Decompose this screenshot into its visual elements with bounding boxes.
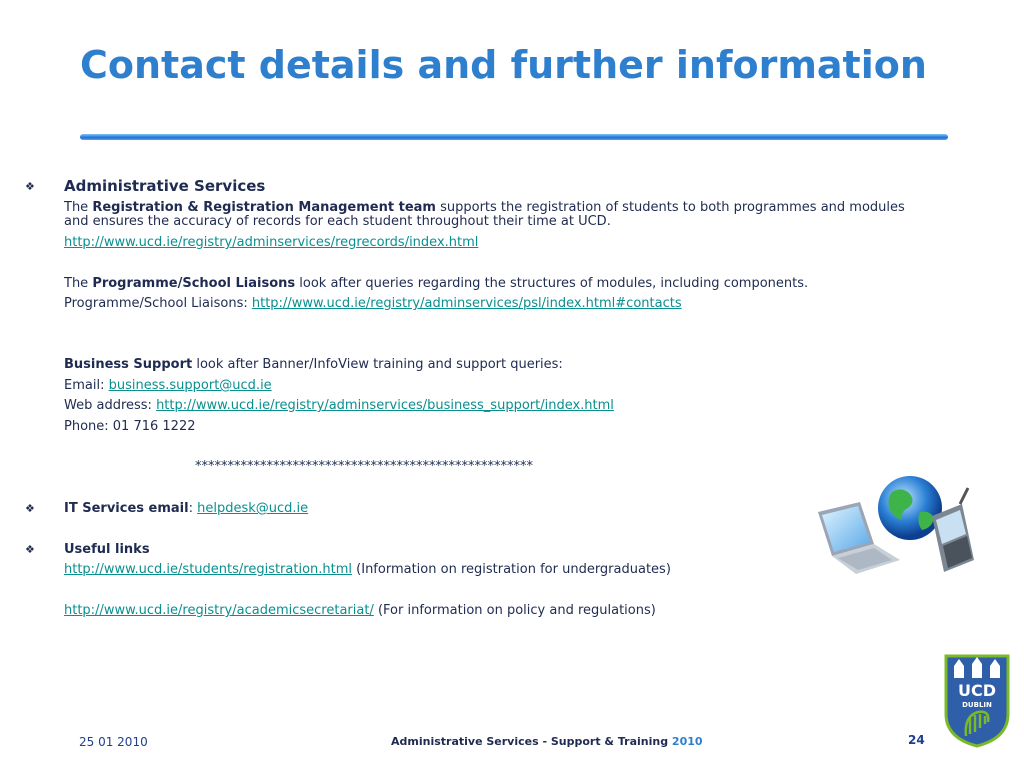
it-services-colon: :	[188, 501, 198, 516]
page-number: 24	[908, 733, 925, 747]
web-address-line	[64, 398, 614, 413]
phone-line: Phone: 01 716 1222	[64, 419, 196, 434]
helpdesk-email-link[interactable]: helpdesk@ucd.ie	[197, 501, 309, 516]
ucd-logo	[944, 654, 1010, 748]
bullet-icon: ❖	[25, 543, 35, 556]
psl-text-pre: The	[64, 276, 93, 291]
academic-secretariat-link[interactable]: http://www.ucd.ie/registry/academicsecretariat/	[64, 603, 374, 618]
business-support-web-link[interactable]: http://www.ucd.ie/registry/adminservices/business_support/index.html	[156, 398, 614, 413]
logo-dublin-text: DUBLIN	[962, 701, 992, 709]
email-line	[64, 378, 272, 393]
reg-text-line2: and ensures the accuracy of records for each student throughout their time at UCD.	[64, 214, 611, 229]
network-devices-illustration	[812, 472, 982, 582]
footer-year: 2010	[671, 735, 703, 748]
slide-title: Contact details and further information	[80, 43, 927, 87]
business-support-text: look after Banner/InfoView training and support queries:	[192, 357, 563, 372]
psl-text-post: look after queries regarding the structures of modules, including components.	[295, 276, 809, 291]
email-label: Email:	[64, 378, 109, 393]
useful-link-2-note: (For information on policy and regulations)	[373, 603, 656, 618]
bullet-icon: ❖	[25, 180, 35, 193]
reg-text-pre: The	[64, 200, 93, 215]
business-support-label: Business Support	[64, 357, 193, 372]
business-support-email-link[interactable]: business.support@ucd.ie	[108, 378, 272, 393]
regrecords-link[interactable]: http://www.ucd.ie/registry/adminservices/regrecords/index.html	[64, 235, 479, 250]
useful-link-2-line	[64, 603, 656, 618]
globe-icon	[878, 476, 942, 540]
footer-title	[391, 735, 703, 748]
psl-contacts-link[interactable]: http://www.ucd.ie/registry/adminservices/psl/index.html#contacts	[251, 296, 682, 311]
logo-ucd-text: UCD	[957, 681, 997, 700]
psl-label-bold: Programme/School Liaisons	[92, 276, 296, 291]
psl-contact-line	[64, 296, 682, 311]
admin-heading: Administrative Services	[64, 177, 266, 195]
bullet-icon: ❖	[25, 502, 35, 515]
it-services-line	[64, 501, 308, 516]
reg-text-post: supports the registration of students to both programmes and modules	[435, 200, 905, 215]
it-services-label: IT Services email	[64, 501, 189, 516]
psl-contact-label: Programme/School Liaisons:	[64, 296, 252, 311]
footer-title-text: Administrative Services - Support & Training	[391, 735, 672, 748]
business-support-line	[64, 357, 563, 372]
useful-link-1-line	[64, 562, 671, 577]
separator-stars: ****************************************************	[195, 459, 533, 474]
psl-paragraph	[64, 276, 808, 291]
reg-team-label: Registration & Registration Management team	[92, 200, 436, 215]
registration-paragraph	[64, 201, 994, 229]
useful-link-1-note: (Information on registration for undergraduates)	[352, 562, 671, 577]
footer-date: 25 01 2010	[79, 735, 148, 749]
useful-links-heading: Useful links	[64, 542, 150, 557]
web-address-label: Web address:	[64, 398, 157, 413]
registration-undergrad-link[interactable]: http://www.ucd.ie/students/registration.html	[64, 562, 353, 577]
